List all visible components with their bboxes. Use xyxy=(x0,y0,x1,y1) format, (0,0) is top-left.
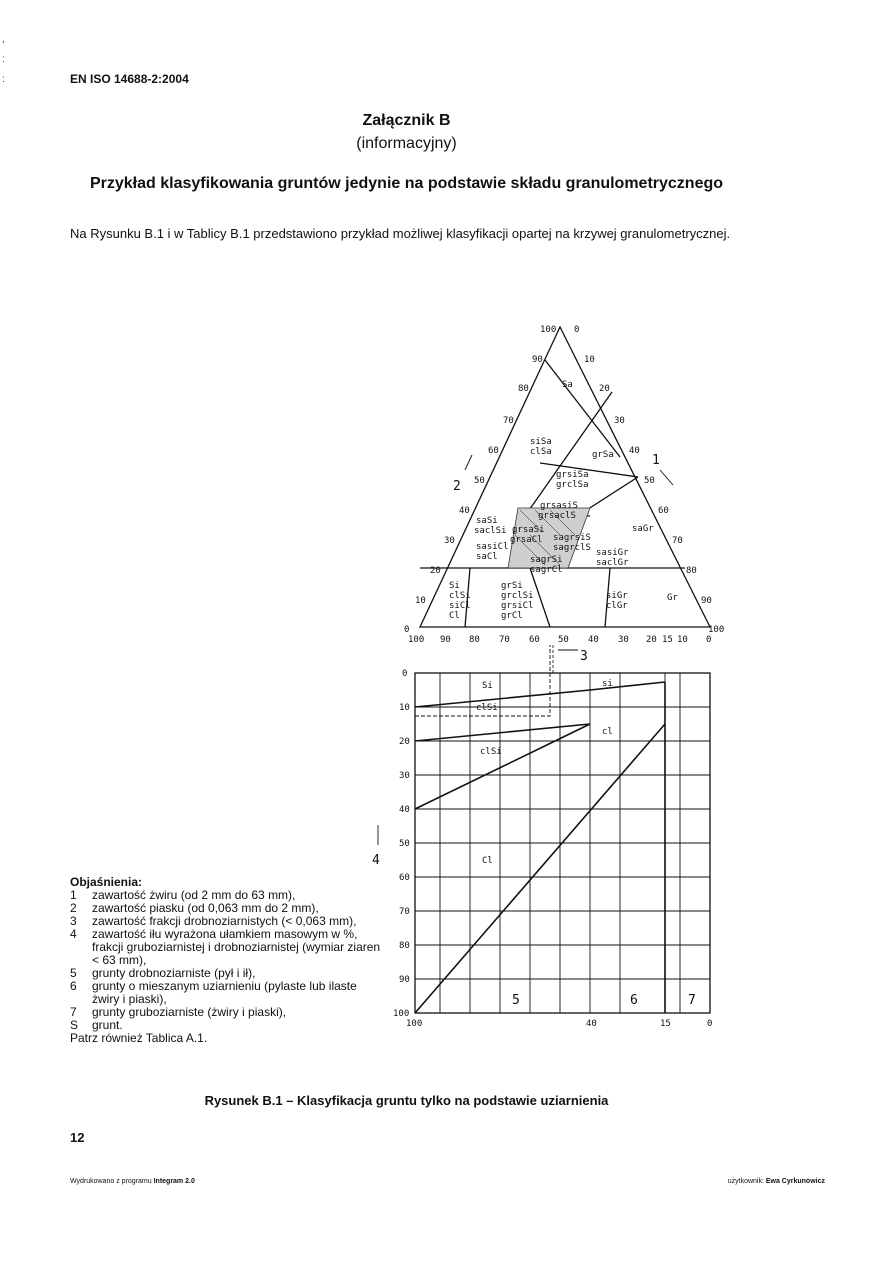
legend-item: 3 zawartość frakcji drobnoziarnistych (< 0,063 mm), xyxy=(70,914,357,928)
annex-subtitle: (informacyjny) xyxy=(356,135,457,152)
classification-figure xyxy=(372,320,730,1035)
grid-region-label: cl xyxy=(602,727,613,737)
zone-label: sasiGr xyxy=(596,548,629,558)
page-number: 12 xyxy=(70,1130,85,1145)
grid-y-tick: 50 xyxy=(399,839,410,849)
scan-marks: , : : xyxy=(2,34,5,85)
footer-left: Wydrukowano z programu Integram 2.0 xyxy=(70,1178,195,1185)
tri-bottom-tick: 10 xyxy=(677,635,688,645)
zone-label: clSi xyxy=(449,591,471,601)
tri-left-tick: 100 xyxy=(540,325,557,335)
zone-label: Si xyxy=(449,581,460,591)
zone-label: grsaCl xyxy=(510,535,543,545)
legend-see-also: Patrz również Tablica A.1. xyxy=(70,1031,208,1045)
tri-bottom-tick: 50 xyxy=(558,635,569,645)
legend-item: 1 zawartość żwiru (od 2 mm do 63 mm), xyxy=(70,888,296,902)
intro-paragraph: Na Rysunku B.1 i w Tablicy B.1 przedstawiono przykład możliwej klasyfikacji opartej na krzywej granulometrycznej. xyxy=(70,226,731,241)
legend-item: 5 grunty drobnoziarniste (pył i ił), xyxy=(70,966,256,980)
tri-left-tick: 70 xyxy=(503,416,514,426)
tri-right-tick: 40 xyxy=(629,446,640,456)
tri-bottom-tick: 100 xyxy=(408,635,425,645)
zone-label: saCl xyxy=(476,552,498,562)
tri-bottom-tick: 80 xyxy=(469,635,480,645)
grid-region-label: clSi xyxy=(480,747,502,757)
legend-item: S grunt. xyxy=(70,1018,123,1032)
tri-bottom-tick: 15 xyxy=(662,635,673,645)
grid-x-tick: 15 xyxy=(660,1019,671,1029)
zone-label: siGr xyxy=(606,591,628,601)
zone-label: saGr xyxy=(632,524,654,534)
grid-x-tick: 40 xyxy=(586,1019,597,1029)
zone-label: grSi xyxy=(501,581,523,591)
tri-right-tick: 30 xyxy=(614,416,625,426)
grid-y-tick: 10 xyxy=(399,703,410,713)
grid-region-label: Cl xyxy=(482,856,493,866)
grid-region-label: si xyxy=(602,679,613,689)
tri-bottom-tick: 0 xyxy=(706,635,712,645)
tri-bottom-tick: 60 xyxy=(529,635,540,645)
grid-y-tick: 40 xyxy=(399,805,410,815)
legend-item: 4 zawartość iłu wyrażona ułamkiem masowym w %, frakcji gruboziarnistej i drobnoziarnistej (wymiar ziaren < 63 mm), xyxy=(70,927,381,967)
annex-title: Załącznik B xyxy=(362,112,451,129)
figure-caption: Rysunek B.1 – Klasyfikacja gruntu tylko na podstawie uziarnienia xyxy=(204,1093,609,1108)
callout-sand: 2 xyxy=(453,479,461,494)
zone-label: siSa xyxy=(530,437,552,447)
legend-item: 6 grunty o mieszanym uziarnieniu (pylaste lub ilaste żwiry i piaski), xyxy=(70,979,357,1006)
zone-label: grsiSa xyxy=(556,470,589,480)
tri-right-tick: 100 xyxy=(708,625,725,635)
callout-gravel: 1 xyxy=(652,453,660,468)
grid-y-tick: 100 xyxy=(393,1009,410,1019)
zone-label: grsiCl xyxy=(501,601,534,611)
callout-coarse-soils: 7 xyxy=(688,993,696,1008)
legend-item: 7 grunty gruboziarniste (żwiry i piaski), xyxy=(70,1005,287,1019)
tri-left-tick: 90 xyxy=(532,355,543,365)
grid-y-tick: 60 xyxy=(399,873,410,883)
grid-y-tick: 70 xyxy=(399,907,410,917)
grid-region-label: clSi xyxy=(476,703,498,713)
zone-label: clSa xyxy=(530,447,552,457)
callout-clay-share: 4 xyxy=(372,853,380,868)
tri-left-tick: 0 xyxy=(404,625,410,635)
zone-label: grsaclS xyxy=(538,511,576,521)
grid-region-label: Si xyxy=(482,681,493,691)
callout-mixed-soils: 6 xyxy=(630,993,638,1008)
zone-label: saclSi xyxy=(474,526,507,536)
legend xyxy=(70,876,385,1045)
tri-left-tick: 20 xyxy=(430,566,441,576)
grid-y-tick: 80 xyxy=(399,941,410,951)
zone-label: sasiCl xyxy=(476,542,509,552)
zone-label: saclGr xyxy=(596,558,629,568)
grid-y-tick: 30 xyxy=(399,771,410,781)
zone-label: sagrCl xyxy=(530,565,563,575)
zone-label: saSi xyxy=(476,516,498,526)
tri-right-tick: 0 xyxy=(574,325,580,335)
tri-left-tick: 40 xyxy=(459,506,470,516)
tri-right-tick: 60 xyxy=(658,506,669,516)
tri-bottom-tick: 40 xyxy=(588,635,599,645)
tri-bottom-tick: 90 xyxy=(440,635,451,645)
legend-item: 2 zawartość piasku (od 0,063 mm do 2 mm), xyxy=(70,901,319,915)
tri-right-tick: 90 xyxy=(701,596,712,606)
zone-label: sagrsiS xyxy=(553,533,591,543)
zone-label: sagrclS xyxy=(553,543,591,553)
zone-label: grsaSi xyxy=(512,525,545,535)
zone-label: grSa xyxy=(592,450,614,460)
zone-label: grclSi xyxy=(501,591,534,601)
callout-fines: 3 xyxy=(580,649,588,664)
zone-label: Sa xyxy=(562,380,573,390)
zone-label: grsasiS xyxy=(540,501,578,511)
zone-label: grCl xyxy=(501,611,523,621)
grid-x-tick: 100 xyxy=(406,1019,423,1029)
grid-y-tick: 20 xyxy=(399,737,410,747)
tri-bottom-tick: 30 xyxy=(618,635,629,645)
zone-label: clGr xyxy=(606,601,628,611)
tri-bottom-tick: 70 xyxy=(499,635,510,645)
callout-fine-soils: 5 xyxy=(512,993,520,1008)
zone-label: grclSa xyxy=(556,480,589,490)
zone-label: Cl xyxy=(449,611,460,621)
zone-label: sagrSi xyxy=(530,555,563,565)
grid-y-tick: 90 xyxy=(399,975,410,985)
tri-left-tick: 30 xyxy=(444,536,455,546)
tri-right-tick: 70 xyxy=(672,536,683,546)
tri-left-tick: 10 xyxy=(415,596,426,606)
tri-left-tick: 80 xyxy=(518,384,529,394)
tri-right-tick: 80 xyxy=(686,566,697,576)
zone-label: siCl xyxy=(449,601,471,611)
zone-label: Gr xyxy=(667,593,678,603)
tri-left-tick: 60 xyxy=(488,446,499,456)
tri-bottom-tick: 20 xyxy=(646,635,657,645)
grid-x-tick: 0 xyxy=(707,1019,713,1029)
standard-number: EN ISO 14688-2:2004 xyxy=(70,72,189,86)
section-heading: Przykład klasyfikowania gruntów jedynie na podstawie składu granulometrycznego xyxy=(89,175,724,192)
grid-y-tick: 0 xyxy=(402,669,408,679)
tri-right-tick: 20 xyxy=(599,384,610,394)
tri-right-tick: 10 xyxy=(584,355,595,365)
tri-left-tick: 50 xyxy=(474,476,485,486)
tri-right-tick: 50 xyxy=(644,476,655,486)
legend-title: Objaśnienia: xyxy=(70,875,143,889)
footer-right: użytkownik: Ewa Cyrkunowicz xyxy=(727,1178,825,1185)
